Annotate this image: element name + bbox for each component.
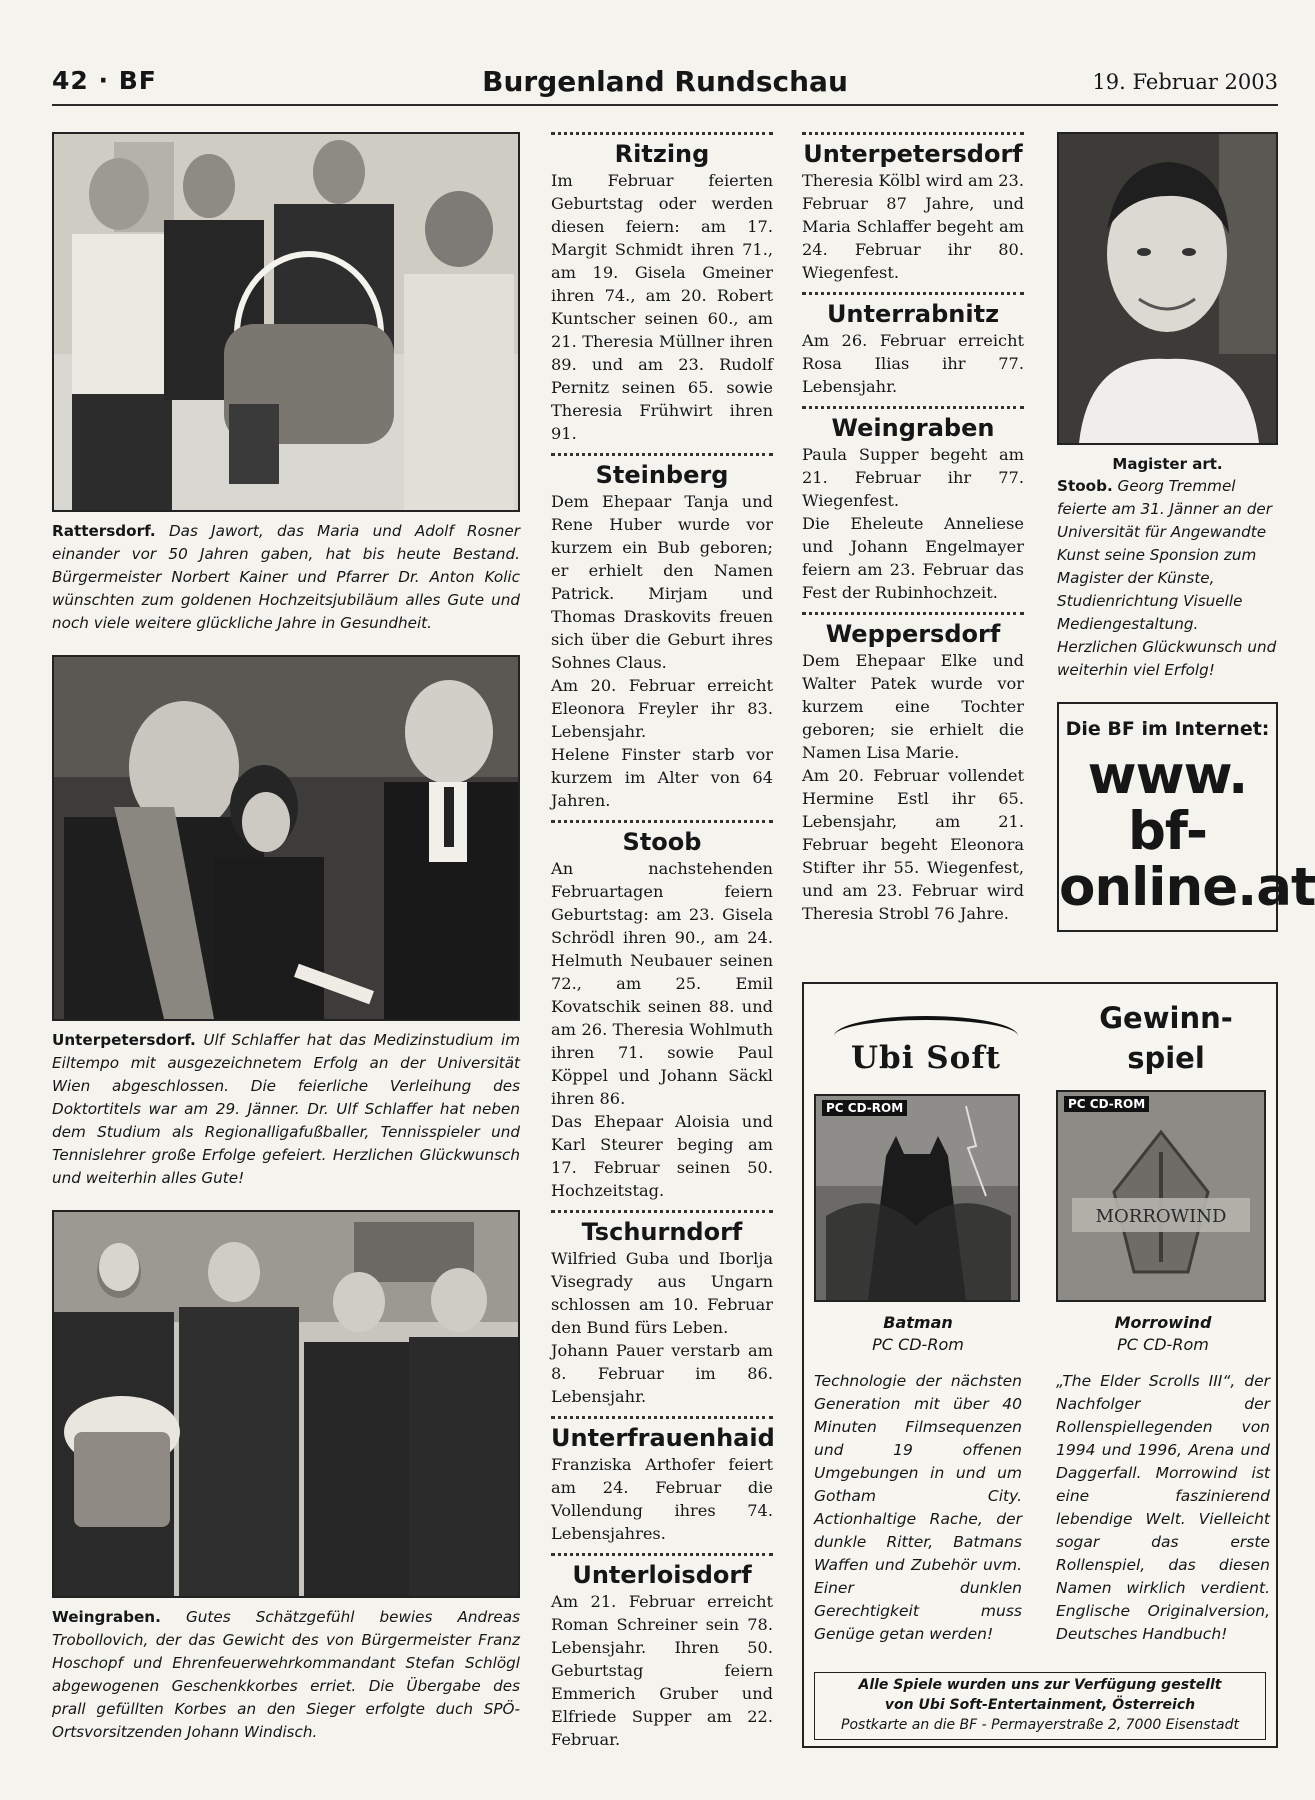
photo-column xyxy=(52,132,520,1764)
article-stoob xyxy=(551,820,773,1202)
photo-block-weingraben xyxy=(52,1210,520,1744)
photo-caption: Rattersdorf. Das Jawort, das Maria und Adolf Rosner einander vor 50 Jahren gaben, hat bis heute Bestand. Bürgermeister Norbert Kainer und Pfarrer Dr. Anton Kolic wünschten zum goldenen Hochzeitsjubiläum alles Gute und noch viele weitere glückliche Jahre in Gesundheit. xyxy=(52,522,521,632)
gewinnspiel-title: Gewinn- spiel xyxy=(1099,1001,1233,1075)
morrowind-cover xyxy=(1056,1090,1266,1302)
article-title: Unterfrauenhaid xyxy=(551,1424,775,1452)
pc-cdrom-badge: PC CD-ROM xyxy=(822,1100,907,1116)
news-column-1 xyxy=(551,132,773,1759)
article-unterrabnitz xyxy=(802,292,1024,398)
sidebar-column xyxy=(1057,132,1315,932)
article-body: Paula Supper begeht am 21. Februar ihr 77. Wiegenfest. Die Eheleute Anneliese und Johann Engelmayer feiern am 23. Februar das Fest der Rubinhochzeit. xyxy=(802,445,1024,602)
article-title: Steinberg xyxy=(595,461,729,489)
article-body: Wilfried Guba und Iborlja Visegrady aus Ungarn schlossen am 10. Februar den Bund fürs Leben. Johann Pauer verstarb am 8. Februar im 86. Lebensjahr. xyxy=(551,1249,773,1406)
article-title: Unterpetersdorf xyxy=(803,140,1023,168)
photo-gift-basket xyxy=(52,1210,520,1598)
article-title: Stoob xyxy=(622,828,702,856)
website-url[interactable]: www. bf- online.at xyxy=(1059,745,1315,918)
photo-block-unterpetersdorf xyxy=(52,655,520,1190)
footer-line-2: von Ubi Soft-Entertainment, Österreich xyxy=(884,1697,1196,1713)
article-body: Am 21. Februar erreicht Roman Schreiner sein 78. Lebensjahr. Ihren 50. Geburtstag feiern Emmerich Gruber und Elfriede Supper am 22. Februar. xyxy=(551,1592,773,1749)
newspaper-title: Burgenland Rundschau xyxy=(482,65,848,98)
article-tschurndorf xyxy=(551,1210,773,1408)
gewinnspiel-box xyxy=(802,982,1278,1748)
portrait-photo xyxy=(1057,132,1278,445)
batman-cover xyxy=(814,1094,1020,1302)
game-name: Morrowind xyxy=(1114,1313,1212,1332)
masthead xyxy=(52,62,1278,106)
photo-caption: Weingraben. Gutes Schätzgefühl bewies Andreas Trobollovich, der das Gewicht des von Bürgermeister Franz Hoschopf und Ehrenfeuerwehrkommandant Stefan Schlögl abgewogenen Geschenkkorbes erriet. Die Übergabe des prall gefüllten Korbes an den Sieger erfolgte duch SPÖ-Ortsvorsitzenden Johann Windisch. xyxy=(52,1608,520,1741)
portrait-caption: Stoob. Georg Tremmel feierte am 31. Jänner an der Universität für Angewandte Kunst seine Sponsion zum Magister der Künste, Studienrichtung Visuelle Mediengestaltung. Herzlichen Glückwunsch und weiterhin viel Erfolg! xyxy=(1057,477,1277,679)
article-weppersdorf xyxy=(802,612,1024,925)
article-body: Am 26. Februar erreicht Rosa Ilias ihr 77. Lebensjahr. xyxy=(802,331,1024,396)
game-description: Technologie der nächsten Generation mit über 40 Minuten Filmsequenzen und 19 offenen Umgebungen in und um Gotham City. Actionhaltige Rache, der dunkle Ritter, Batmans Waffen und Zubehör uvm. Einer dunklen Gerechtigkeit muss Genüge getan werden! xyxy=(814,1372,1022,1643)
article-title: Weppersdorf xyxy=(825,620,1001,648)
article-weingraben xyxy=(802,406,1024,604)
article-steinberg xyxy=(551,453,773,812)
photo-caption: Unterpetersdorf. Ulf Schlaffer hat das Medizinstudium im Eiltempo mit ausgezeichnetem Erfolg an der Universität Wien abgeschlossen. Die feierliche Verleihung des Doktortitels war am 29. Jänner. Dr. Ulf Schlaffer hat neben dem Studium als Regionalligafußballer, Tennisspieler und Tennislehrer große Erfolge gefeiert. Herzlichen Glückwunsch und weiterhin alles Gute! xyxy=(52,1031,521,1187)
game-name: Batman xyxy=(883,1313,953,1332)
article-unterloisdorf xyxy=(551,1553,773,1751)
internet-box xyxy=(1057,702,1315,932)
article-body: Im Februar feierten Geburtstag oder werden diesen feiern: am 17. Margit Schmidt ihren 71., am 19. Gisela Gmeiner ihren 74., am 20. Robert Kuntscher seinen 60., am 21. Theresia Müllner ihren 89. und am 23. Rudolf Pernitz seinen 65. sowie Theresia Frühwirt ihren 91. xyxy=(551,171,773,443)
photo-block-rattersdorf xyxy=(52,132,520,635)
photo-golden-wedding xyxy=(52,132,520,512)
news-column-2 xyxy=(802,132,1024,933)
issue-date: 19. Februar 2003 xyxy=(1092,70,1278,94)
game-platform: PC CD-Rom xyxy=(872,1335,964,1354)
portrait-title: Magister art. xyxy=(1112,455,1223,473)
internet-heading: Die BF im Internet: xyxy=(1065,718,1270,740)
article-unterpetersdorf xyxy=(802,132,1024,284)
article-body: An nachstehenden Februartagen feiern Geburtstag: am 23. Gisela Schrödl ihren 90., am 24. Helmuth Neubauer seinen 72., am 25. Emil Kovatschik seinen 88. und am 26. Theresia Wohlmuth ihren 71. sowie Paul Köppel und Johann Säckl ihren 86. Das Ehepaar Aloisia und Karl Steurer beging am 17. Februar seinen 50. Hochzeitstag. xyxy=(551,859,773,1200)
morrowind-logo-text: MORROWIND xyxy=(1095,1206,1227,1227)
game-batman xyxy=(814,1094,1022,1646)
article-title: Unterloisdorf xyxy=(572,1561,752,1589)
ubisoft-logo: Ubi Soft xyxy=(822,1012,1030,1084)
game-description: „The Elder Scrolls III“, der Nachfolger der Rollenspiellegenden von 1994 und 1996, Arena und Daggerfall. Morrowind ist eine faszinierend lebendige Welt. Vielleicht sogar das erste Rollenspiel, das diesen Namen wirklich verdient. Englische Originalversion, Deutsches Handbuch! xyxy=(1056,1372,1270,1643)
article-body: Dem Ehepaar Elke und Walter Patek wurde vor kurzem eine Tochter geboren; sie erhielt die Namen Lisa Marie. Am 20. Februar vollendet Hermine Estl ihr 65. Lebensjahr, am 21. Februar begeht Eleonora Stifter ihr 55. Wiegenfest, und am 23. Februar wird Theresia Strobl 76 Jahre. xyxy=(802,651,1024,923)
article-ritzing xyxy=(551,132,773,445)
page-number: 42 · BF xyxy=(52,66,157,95)
article-body: Theresia Kölbl wird am 23. Februar 87 Jahre, und Maria Schlaffer begeht am 24. Februar ihr 80. Wiegenfest. xyxy=(802,171,1024,282)
article-title: Tschurndorf xyxy=(581,1218,743,1246)
pc-cdrom-badge: PC CD-ROM xyxy=(1064,1096,1149,1112)
gewinnspiel-footer xyxy=(814,1672,1266,1740)
article-body: Franziska Arthofer feiert am 24. Februar die Vollendung ihres 74. Lebensjahres. xyxy=(551,1455,773,1543)
article-title: Unterrabnitz xyxy=(826,300,1000,328)
article-body: Dem Ehepaar Tanja und Rene Huber wurde vor kurzem ein Bub geboren; er erhielt den Namen Patrick. Mirjam und Thomas Draskovits freuen sich über die Geburt ihres Sohnes Claus. Am 20. Februar erreicht Eleonora Freyler ihr 83. Lebensjahr. Helene Finster starb vor kurzem im Alter von 64 Jahren. xyxy=(551,492,773,810)
footer-address: Postkarte an die BF - Permayerstraße 2, 7000 Eisenstadt xyxy=(841,1717,1239,1733)
article-title: Ritzing xyxy=(614,140,710,168)
article-title: Weingraben xyxy=(831,414,995,442)
footer-line-1: Alle Spiele wurden uns zur Verfügung gestellt xyxy=(858,1677,1222,1693)
article-unterfrauenhaid xyxy=(551,1416,773,1545)
photo-doctorate xyxy=(52,655,520,1021)
game-morrowind xyxy=(1056,1090,1270,1646)
game-platform: PC CD-Rom xyxy=(1117,1335,1209,1354)
